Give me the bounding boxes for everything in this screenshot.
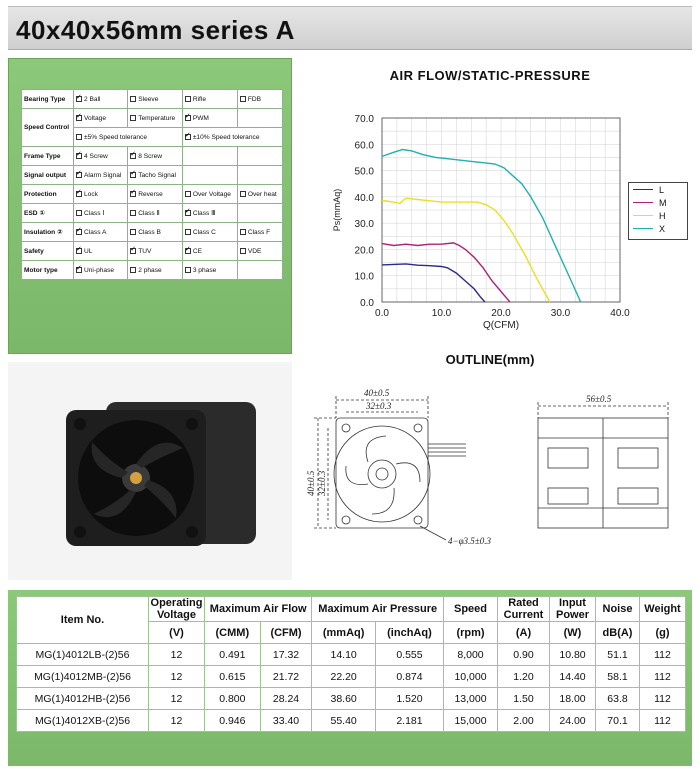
spec-empty-cell: [182, 166, 237, 185]
unit-cell: (W): [550, 622, 596, 644]
table-cell: 2.00: [498, 710, 550, 732]
table-cell: 112: [640, 710, 686, 732]
hdr-current: Rated Current: [498, 597, 550, 622]
spec-option: ✓ ±10% Speed tolerance: [182, 128, 282, 147]
table-cell: 63.8: [596, 688, 640, 710]
page-title: 40x40x56mm series A: [16, 15, 295, 45]
table-cell: 38.60: [312, 688, 376, 710]
table-cell: 10,000: [444, 666, 498, 688]
table-cell: 17.32: [260, 644, 312, 666]
table-row: [17, 688, 686, 710]
table-cell: 0.800: [205, 688, 261, 710]
unit-cell: dB(A): [596, 622, 640, 644]
table-cell: 51.1: [596, 644, 640, 666]
legend-item-m: [629, 196, 687, 209]
y-tick-label: 70.0: [354, 114, 374, 125]
spec-option: ✓ Alarm Signal: [74, 166, 128, 185]
checkbox-icon: [76, 153, 82, 159]
table-cell: 12: [149, 666, 205, 688]
checkbox-icon: [185, 191, 191, 197]
checkbox-icon: [130, 267, 136, 273]
x-tick-label: 0.0: [375, 308, 389, 319]
dim-height-outer: 40±0.5: [306, 470, 316, 496]
checkbox-icon: [185, 134, 191, 140]
spec-label: ESD ①: [22, 204, 74, 223]
table-cell: 70.1: [596, 710, 640, 732]
y-tick-label: 40.0: [354, 192, 374, 204]
checkbox-icon: [76, 210, 82, 216]
spec-label: Frame Type: [22, 147, 74, 166]
checkbox-icon: [240, 248, 246, 254]
dim-height-inner: 32±0.3: [317, 470, 327, 496]
spec-option: FDB: [237, 90, 282, 109]
unit-cell: (CFM): [260, 622, 312, 644]
unit-cell: (CMM): [205, 622, 261, 644]
dim-width-inner: 32±0.3: [366, 401, 392, 411]
legend-item-l: [629, 183, 687, 196]
spec-label: Signal output: [22, 166, 74, 185]
table-cell: 1.520: [375, 688, 443, 710]
checkbox-icon: [76, 267, 82, 273]
checkbox-icon: [130, 210, 136, 216]
legend-label: X: [659, 223, 666, 234]
table-cell: 58.1: [596, 666, 640, 688]
hdr-voltage: Operating Voltage: [149, 597, 205, 622]
spec-label: Speed Control: [22, 109, 74, 147]
unit-cell: (rpm): [444, 622, 498, 644]
spec-option: ±5% Speed tolerance: [74, 128, 183, 147]
spec-option: ✓ Uni-phase: [74, 261, 128, 280]
spec-option: Class Ⅱ: [128, 204, 183, 223]
x-tick-label: 10.0: [431, 308, 452, 319]
table-cell: 112: [640, 644, 686, 666]
spec-label: Motor type: [22, 261, 74, 280]
spec-empty-cell: [237, 261, 282, 280]
spec-option: ✓Voltage: [74, 109, 128, 128]
y-tick-label: 60.0: [354, 140, 374, 152]
table-cell: 28.24: [260, 688, 312, 710]
checkbox-icon: [130, 191, 136, 197]
checkbox-icon: [185, 96, 191, 102]
table-cell: 22.20: [312, 666, 376, 688]
hdr-power: Input Power: [550, 597, 596, 622]
table-cell: 12: [149, 688, 205, 710]
hdr-speed: Speed: [444, 597, 498, 622]
spec-option: ✓ 2 Ball: [74, 90, 128, 109]
x-tick-label: 40.0: [610, 308, 630, 319]
spec-option: ✓ 8 Screw: [128, 147, 183, 166]
spec-option: ✓ CE: [182, 242, 237, 261]
table-cell: 0.615: [205, 666, 261, 688]
hdr-pressure: Maximum Air Pressure: [312, 597, 444, 622]
spec-option: Rifle: [182, 90, 237, 109]
checkbox-icon: [240, 229, 246, 235]
fan-image-icon: [66, 402, 256, 546]
table-cell: 55.40: [312, 710, 376, 732]
series-line-l: [382, 264, 485, 302]
checkbox-icon: [76, 229, 82, 235]
table-cell: 112: [640, 666, 686, 688]
table-cell: 1.20: [498, 666, 550, 688]
spec-option: ✓ TUV: [128, 242, 183, 261]
table-cell: 112: [640, 688, 686, 710]
outline-title: OUTLINE(mm): [445, 352, 535, 367]
spec-label: Protection: [22, 185, 74, 204]
unit-cell: (inchAq): [375, 622, 443, 644]
spec-option: ✓ Class Ⅲ: [182, 204, 237, 223]
table-cell: 0.90: [498, 644, 550, 666]
table-cell: 14.40: [550, 666, 596, 688]
dim-width-outer: 40±0.5: [364, 388, 390, 398]
legend-item-h: [629, 209, 687, 222]
spec-option: ✓ Lock: [74, 185, 128, 204]
table-cell: MG(1)4012HB-(2)56: [17, 688, 149, 710]
legend-label: M: [659, 197, 667, 208]
x-axis-label: Q(CFM): [482, 320, 520, 331]
table-cell: 0.555: [375, 644, 443, 666]
hdr-noise: Noise: [596, 597, 640, 622]
table-cell: 0.874: [375, 666, 443, 688]
checkbox-icon: [240, 191, 246, 197]
checkbox-icon: [130, 248, 136, 254]
y-tick-label: 20.0: [354, 245, 374, 257]
checkbox-icon: [130, 229, 136, 235]
table-cell: 21.72: [260, 666, 312, 688]
y-axis-label: Ps(mmAq): [332, 188, 342, 232]
spec-option: Sleeve: [128, 90, 183, 109]
table-cell: 24.00: [550, 710, 596, 732]
table-cell: 15,000: [444, 710, 498, 732]
unit-cell: (A): [498, 622, 550, 644]
table-cell: 2.181: [375, 710, 443, 732]
legend-label: H: [659, 210, 666, 221]
spec-label: Bearing Type: [22, 90, 74, 109]
legend-swatch: [633, 228, 653, 230]
spec-option: Over Voltage: [182, 185, 237, 204]
checkbox-icon: [76, 96, 82, 102]
table-cell: MG(1)4012XB-(2)56: [17, 710, 149, 732]
legend-swatch: [633, 215, 653, 217]
spec-label: Insulation ②: [22, 223, 74, 242]
table-row: [17, 666, 686, 688]
checkbox-icon: [185, 210, 191, 216]
spec-empty-cell: [237, 109, 282, 128]
y-tick-label: 30.0: [354, 219, 374, 231]
table-cell: 12: [149, 644, 205, 666]
table-cell: 12: [149, 710, 205, 732]
table-cell: 33.40: [260, 710, 312, 732]
series-line-m: [382, 243, 510, 302]
checkbox-icon: [76, 172, 82, 178]
data-panel: [8, 590, 692, 766]
spec-empty-cell: [237, 204, 282, 223]
pq-chart: [300, 88, 630, 338]
legend-swatch: [633, 189, 653, 191]
outline-drawing: [296, 378, 692, 578]
spec-option: Class Ⅰ: [74, 204, 128, 223]
y-tick-label: 50.0: [354, 166, 374, 178]
spec-empty-cell: [237, 166, 282, 185]
checkbox-icon: [130, 96, 136, 102]
spec-panel: [8, 58, 292, 354]
dim-hole: 4−φ3.5±0.3: [448, 536, 491, 546]
legend-label: L: [659, 184, 665, 195]
y-tick-label: 10.0: [354, 271, 374, 283]
dim-depth: 56±0.5: [586, 394, 612, 404]
checkbox-icon: [185, 248, 191, 254]
checkbox-icon: [76, 115, 82, 121]
checkbox-icon: [76, 191, 82, 197]
unit-cell: (V): [149, 622, 205, 644]
table-row: [17, 710, 686, 732]
checkbox-icon: [240, 96, 246, 102]
table-cell: 0.946: [205, 710, 261, 732]
spec-table: [21, 89, 283, 280]
spec-empty-cell: [182, 147, 237, 166]
table-cell: MG(1)4012MB-(2)56: [17, 666, 149, 688]
chart-title: AIR FLOW/STATIC-PRESSURE: [389, 68, 591, 83]
checkbox-icon: [185, 229, 191, 235]
table-cell: MG(1)4012LB-(2)56: [17, 644, 149, 666]
x-tick-label: 30.0: [550, 308, 571, 319]
spec-option: Class B: [128, 223, 183, 242]
hdr-weight: Weight: [640, 597, 686, 622]
table-cell: 13,000: [444, 688, 498, 710]
spec-option: Temperature: [128, 109, 183, 128]
legend-swatch: [633, 202, 653, 204]
x-tick-label: 20.0: [491, 308, 511, 319]
table-row: [17, 644, 686, 666]
spec-data-table: [16, 596, 686, 732]
title-bar: [8, 6, 692, 50]
y-tick-label: 0.0: [360, 298, 374, 309]
spec-option: 2 phase: [128, 261, 183, 280]
checkbox-icon: [185, 267, 191, 273]
checkbox-icon: [76, 248, 82, 254]
spec-option: ✓ Reverse: [128, 185, 183, 204]
checkbox-icon: [130, 115, 136, 121]
spec-option: VDE: [237, 242, 282, 261]
spec-option: Over heat: [237, 185, 282, 204]
table-cell: 1.50: [498, 688, 550, 710]
table-cell: 0.491: [205, 644, 261, 666]
legend-item-x: [629, 222, 687, 235]
table-cell: 8,000: [444, 644, 498, 666]
hdr-airflow: Maximum Air Flow: [205, 597, 312, 622]
fan-photo: [8, 362, 292, 580]
checkbox-icon: [185, 115, 191, 121]
table-cell: 14.10: [312, 644, 376, 666]
chart-legend: [628, 182, 688, 240]
checkbox-icon: [130, 172, 136, 178]
spec-option: ✓ Class A: [74, 223, 128, 242]
checkbox-icon: [130, 153, 136, 159]
spec-empty-cell: [237, 147, 282, 166]
unit-cell: (g): [640, 622, 686, 644]
spec-option: ✓ 4 Screw: [74, 147, 128, 166]
checkbox-icon: [76, 134, 82, 140]
hdr-item-no: Item No.: [17, 597, 149, 644]
spec-option: ✓ Tacho Signal: [128, 166, 183, 185]
spec-option: ✓ UL: [74, 242, 128, 261]
table-cell: 18.00: [550, 688, 596, 710]
spec-label: Safety: [22, 242, 74, 261]
unit-cell: (mmAq): [312, 622, 376, 644]
table-cell: 10.80: [550, 644, 596, 666]
spec-option: Class F: [237, 223, 282, 242]
spec-option: Class C: [182, 223, 237, 242]
spec-option: 3 phase: [182, 261, 237, 280]
spec-option: ✓ PWM: [182, 109, 237, 128]
